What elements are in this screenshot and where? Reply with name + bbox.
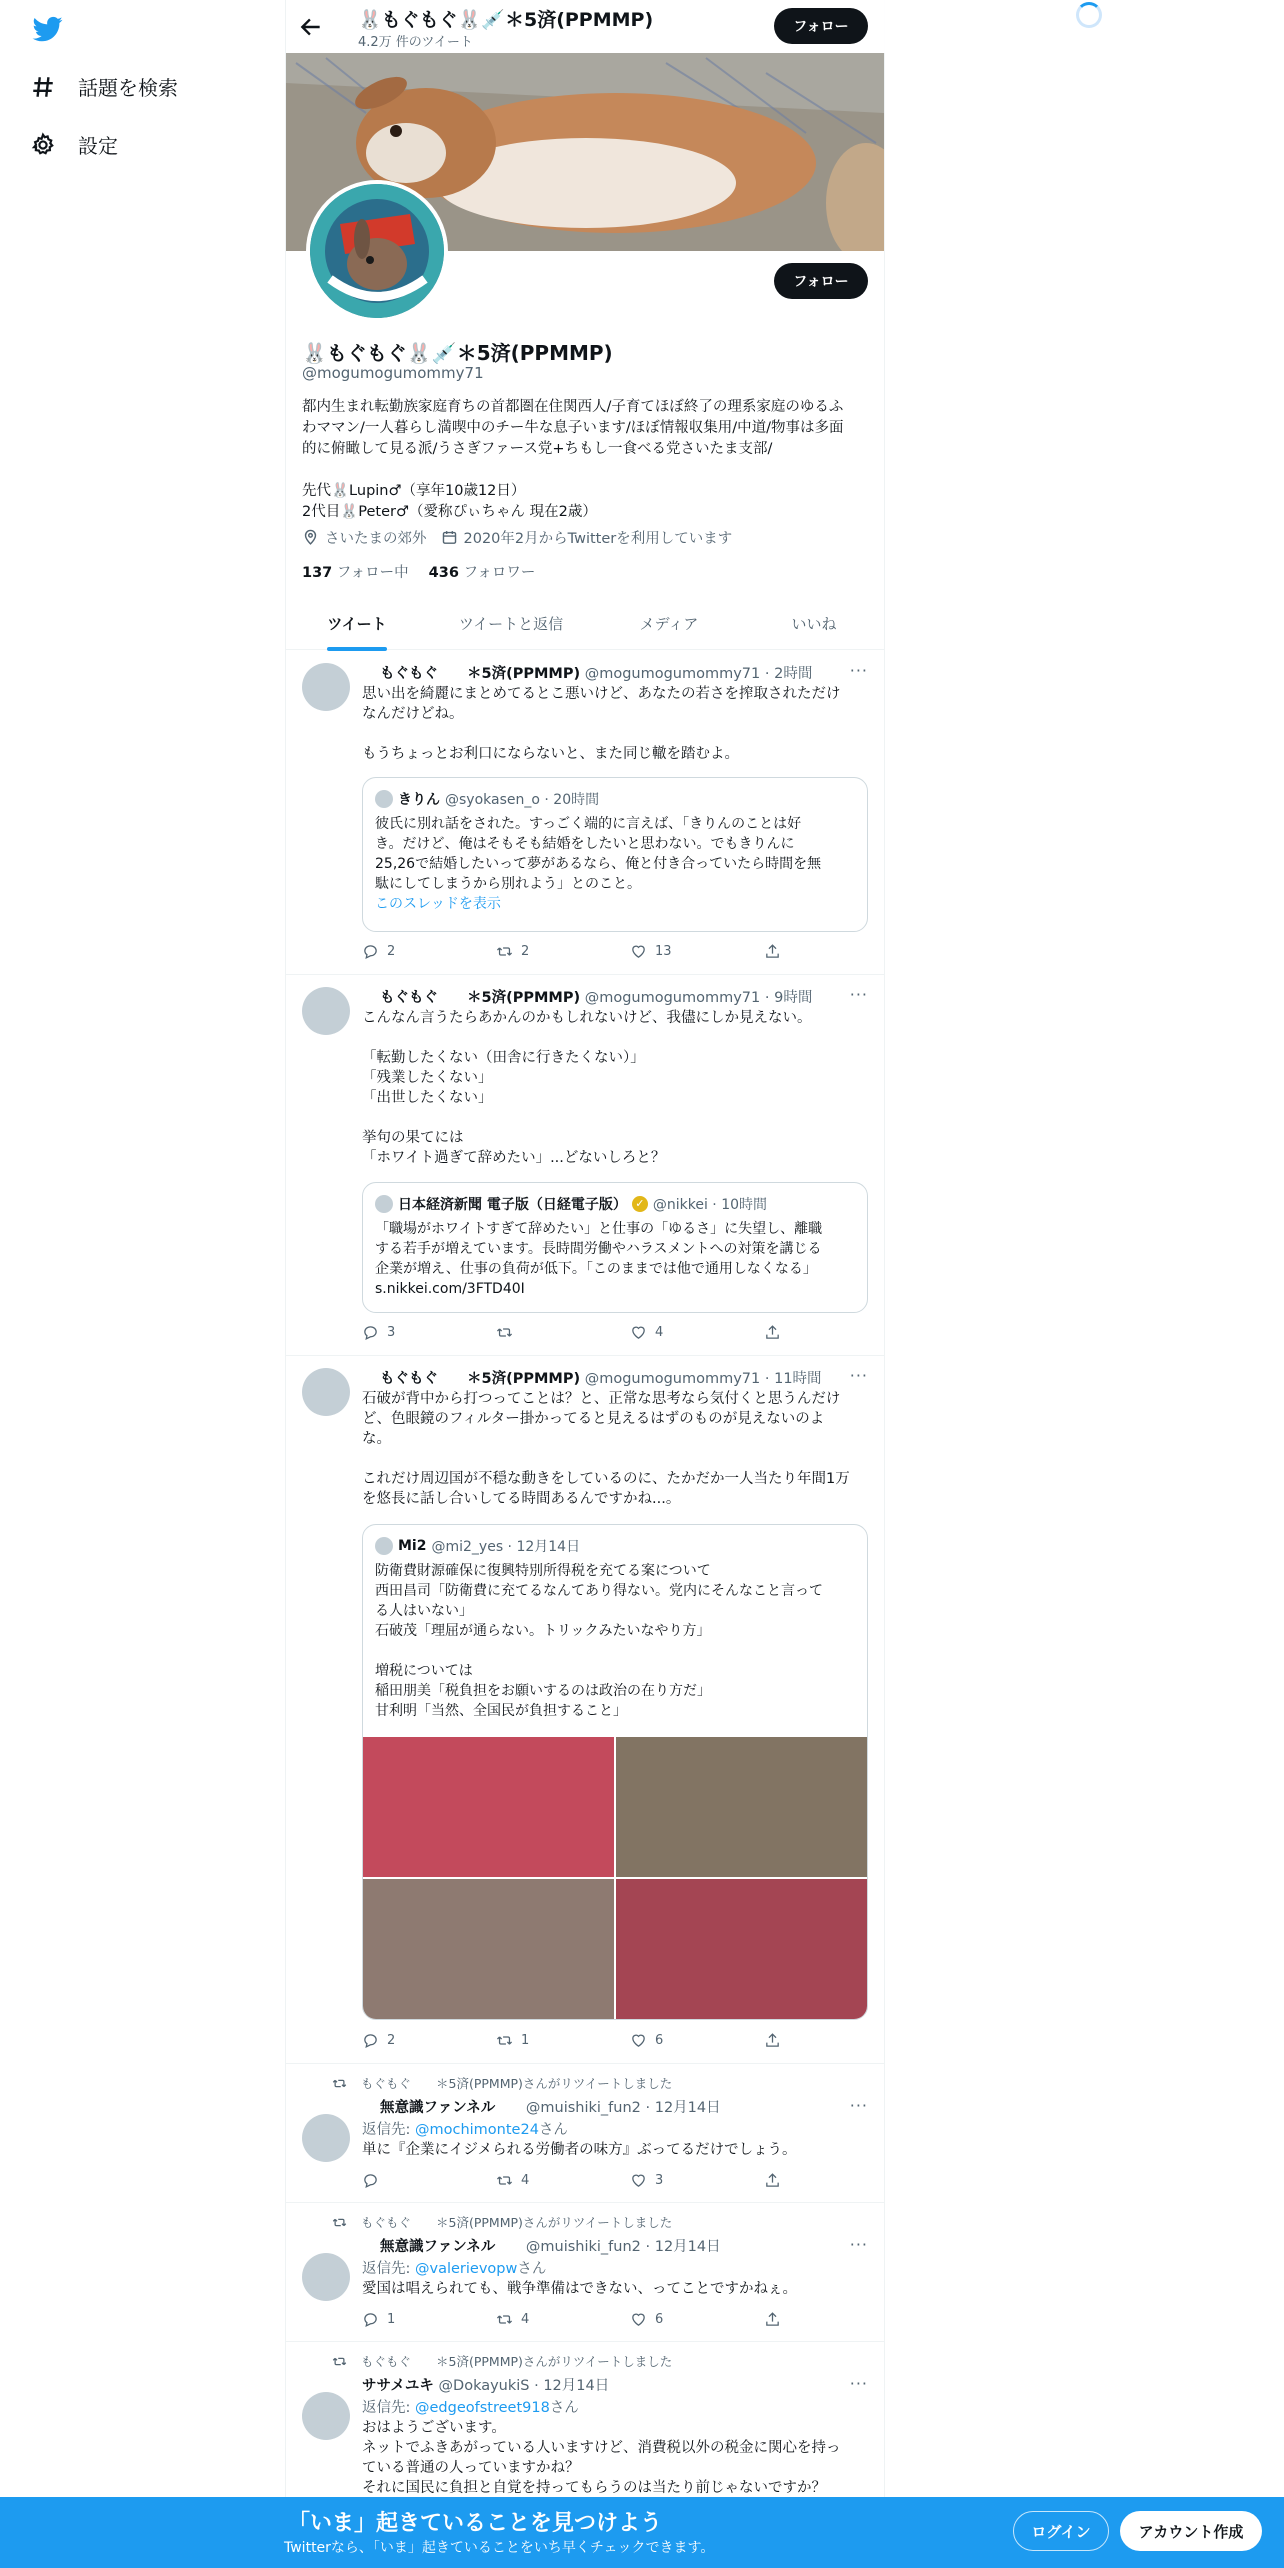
quote-line: 稲田朋美「税負担をお願いするのは政治の在り方だ」: [375, 1683, 711, 1699]
reply-count: 3: [387, 1325, 396, 1340]
retweet-count: 1: [521, 2033, 530, 2048]
signup-banner-title: 「いま」起きていることを見つけよう: [288, 2511, 663, 2536]
tweet-line: 「残業したくない」: [362, 1070, 493, 1086]
share-button[interactable]: [764, 2172, 781, 2189]
tweet-handle-time[interactable]: @DokayukiS · 12月14日: [438, 2378, 610, 2394]
reply-to-handle[interactable]: @edgeofstreet918: [415, 2400, 550, 2416]
media-image[interactable]: [616, 1879, 867, 2020]
tweet-author-name[interactable]: もぐもぐ ＊5済(PPMMP): [380, 990, 581, 1006]
retweeted-by-text[interactable]: もぐもぐ ＊5済(PPMMP)さんがリツイートしました: [361, 2354, 673, 2369]
share-button[interactable]: [764, 2311, 781, 2328]
header-follow-button[interactable]: フォロー: [774, 8, 868, 44]
tweet[interactable]: [286, 2203, 884, 2342]
tweet-line: ネットでふきあがっている人いますけど、消費税以外の税金に関心を持っ: [362, 2440, 841, 2456]
like-button[interactable]: [630, 1324, 764, 1341]
profile-avatar[interactable]: [306, 180, 448, 322]
quote-avatar: [375, 790, 393, 808]
reply-to-handle[interactable]: @valerievopw: [415, 2261, 518, 2277]
tweet-actions: [362, 1324, 802, 1341]
tweet-text: [362, 2140, 868, 2160]
login-button[interactable]: ログイン: [1013, 2511, 1109, 2551]
tweet-line: おはようございます。: [362, 2420, 506, 2436]
retweet-count: 2: [521, 944, 530, 959]
calendar-icon: [441, 529, 458, 546]
heart-icon: [630, 2172, 647, 2189]
quoted-tweet[interactable]: [362, 1182, 868, 1313]
more-options-icon[interactable]: ···: [849, 1366, 868, 1385]
quote-line: 西田昌司「防衛費に充てるなんてあり得ない。党内にそんなこと言って: [375, 1583, 823, 1599]
quote-text: [375, 1219, 855, 1299]
bio-line: わママン/一人暮らし満喫中のチー牛な息子います/ほぼ情報収集用/中道/物事は多面: [302, 420, 844, 436]
header-tweet-count: 4.2万 件のツイート: [358, 35, 473, 50]
quote-handle-time: @nikkei · 10時間: [652, 1197, 768, 1213]
tweet-line: 思い出を綺麗にまとめてるとこ悪いけど、あなたの若さを搾取されただけ: [362, 686, 841, 702]
retweet-button[interactable]: [496, 2172, 630, 2189]
location: [302, 527, 427, 548]
loading-spinner-icon: [1076, 2, 1102, 28]
tweet-line: 「ホワイト過ぎて辞めたい」...どないしろと？: [362, 1150, 666, 1166]
profile-handle: @mogumogumommy71: [302, 364, 484, 382]
reply-button[interactable]: [362, 2311, 496, 2328]
tweet-header: [362, 2374, 609, 2395]
retweeted-by: [332, 2074, 672, 2092]
reply-to-suffix: さん: [517, 2261, 547, 2277]
tweet-handle-time[interactable]: @mogumogumommy71 · 2時間: [584, 666, 813, 682]
retweeted-by-text[interactable]: もぐもぐ ＊5済(PPMMP)さんがリツイートしました: [361, 2215, 673, 2230]
reply-button[interactable]: [362, 2032, 496, 2049]
tweet-text: [362, 1389, 868, 1509]
tweet[interactable]: [286, 1356, 884, 2064]
quote-line: 駄にしてしまうから別れよう」とのこと。: [375, 876, 641, 892]
tweet-line: [362, 1108, 868, 1128]
bio-line: 先代🐰Lupin♂（享年10歳12日）: [302, 483, 526, 499]
tweet-line: 石破が背中から打つってことは？と、正常な思考なら気付くと思うんだけ: [362, 1391, 841, 1407]
share-icon: [764, 2172, 781, 2189]
retweet-icon: [496, 2311, 513, 2328]
share-button[interactable]: [764, 2032, 781, 2049]
avatar-image: [310, 184, 444, 318]
tweet-line: これだけ周辺国が不穏な動きをしているのに、たかだか一人当たり年間1万: [362, 1471, 850, 1487]
retweet-icon: [496, 943, 513, 960]
share-icon: [764, 2311, 781, 2328]
tweet[interactable]: [286, 975, 884, 1356]
hashtag-icon: [30, 74, 56, 100]
profile-tabs: [286, 597, 884, 650]
reply-count: 2: [387, 944, 396, 959]
tweet-avatar[interactable]: [302, 1368, 350, 1416]
quoted-tweet[interactable]: [362, 777, 868, 932]
tweet-line: もうちょっとお利口にならないと、また同じ轍を踏むよ。: [362, 746, 739, 762]
nav-explore[interactable]: [30, 72, 178, 101]
reply-to-suffix: さん: [549, 2400, 579, 2416]
profile-meta: [302, 527, 732, 548]
nav-settings[interactable]: [30, 130, 118, 159]
retweet-icon: [332, 2076, 347, 2091]
quote-line: 「職場がホワイトすぎて辞めたい」と仕事の「ゆるさ」に失望し、離職: [375, 1221, 823, 1237]
like-count: 3: [655, 2173, 664, 2188]
tweet-author-name[interactable]: 無意識ファンネル: [380, 2239, 496, 2255]
tweet-actions: [362, 2311, 802, 2328]
like-count: 6: [655, 2033, 664, 2048]
retweet-icon: [332, 2215, 347, 2230]
reply-icon: [362, 943, 379, 960]
reply-to-prefix: 返信先:: [362, 2122, 415, 2138]
quote-header: [375, 789, 599, 809]
quote-line: する若手が増えています。長時間労働やハラスメントへの対策を講じる: [375, 1241, 822, 1257]
profile-bio: [302, 397, 870, 523]
tweet-author-name[interactable]: 無意識ファンネル: [380, 2100, 496, 2116]
tweet-actions: [362, 2032, 802, 2049]
quote-handle-time: @syokasen_o · 20時間: [445, 792, 600, 808]
follow-stats: [302, 561, 535, 582]
tweet-author-name[interactable]: もぐもぐ ＊5済(PPMMP): [380, 1371, 581, 1387]
quote-line: [375, 1641, 855, 1661]
quote-line: 25,26で結婚したいって夢があるなら、俺と付き合っていたら時間を無: [375, 856, 822, 872]
tweet-header: [362, 1367, 822, 1388]
more-options-icon[interactable]: ···: [849, 985, 868, 1004]
tweet-line: 挙句の果てには: [362, 1130, 464, 1146]
quote-line: 甘利明「当然、全国民が負担すること」: [375, 1703, 627, 1719]
more-options-icon[interactable]: ···: [849, 2374, 868, 2393]
tweet-line: ど、色眼鏡のフィルター掛かってると見えるはずのものが見えないのよ: [362, 1411, 825, 1427]
join-date: [441, 527, 733, 548]
profile-header-bar: [286, 0, 886, 53]
like-button[interactable]: [630, 2172, 764, 2189]
heart-icon: [630, 1324, 647, 1341]
reply-icon: [362, 2172, 379, 2189]
tweet-handle-time[interactable]: @muishiki_fun2 · 12月14日: [525, 2239, 721, 2255]
heart-icon: [630, 943, 647, 960]
reply-to-handle[interactable]: @mochimonte24: [415, 2122, 539, 2138]
quote-line: 防衛費財源確保に復興特別所得税を充てる案について: [375, 1563, 711, 1579]
reply-icon: [362, 2032, 379, 2049]
reply-count: 2: [387, 2033, 396, 2048]
share-icon: [764, 1324, 781, 1341]
bio-line: 都内生まれ転勤族家庭育ちの首都圏在住関西人/子育てほぼ終了の理系家庭のゆるふ: [302, 399, 844, 415]
tweet-text: [362, 2279, 868, 2299]
tweet-handle-time[interactable]: @mogumogumommy71 · 9時間: [584, 990, 813, 1006]
join-date-text: 2020年2月からTwitterを利用しています: [463, 531, 733, 547]
bio-line: 2代目🐰Peter♂（愛称ぴぃちゃん 現在2歳）: [302, 504, 597, 520]
media-image[interactable]: [616, 1737, 867, 1877]
following-label: フォロー中: [336, 565, 409, 581]
tweet-line: を悠長に話し合いしてる時間あるんですかね...。: [362, 1491, 681, 1507]
tweet-author-name[interactable]: ササメユキ: [362, 2378, 434, 2394]
quote-avatar: [375, 1195, 393, 1213]
like-count: 4: [655, 1325, 664, 1340]
tweet-avatar[interactable]: [302, 2114, 350, 2162]
signup-banner: [0, 2497, 1284, 2568]
tweet-text: [362, 1008, 868, 1168]
gear-icon: [30, 132, 56, 158]
like-button[interactable]: [630, 2311, 764, 2328]
tab-likes[interactable]: いいね: [791, 615, 837, 633]
tweet-avatar[interactable]: [302, 2253, 350, 2301]
quote-text: [375, 1561, 855, 1721]
followers-label: フォロワー: [463, 565, 536, 581]
share-button[interactable]: [764, 943, 781, 960]
nav-settings-label: 設定: [78, 134, 118, 158]
verified-badge-icon: ✓: [632, 1196, 648, 1212]
tab-media[interactable]: メディア: [639, 615, 699, 633]
reply-button[interactable]: [362, 943, 496, 960]
quote-header: [375, 1194, 767, 1214]
tweet-header: [362, 2096, 721, 2117]
quote-author-name: きりん: [398, 792, 440, 808]
reply-icon: [362, 2311, 379, 2328]
header-profile-name: 🐰もぐもぐ🐰💉＊5済(PPMMP): [358, 9, 654, 31]
reply-icon: [362, 1324, 379, 1341]
heart-icon: [630, 2311, 647, 2328]
tweet-text: [362, 2418, 868, 2498]
tweet-line: こんなん言うたらあかんのかもしれないけど、我儘にしか見えない。: [362, 1010, 812, 1026]
share-icon: [764, 943, 781, 960]
tweet-line: なんだけどね。: [362, 706, 464, 722]
tweet-avatar[interactable]: [302, 987, 350, 1035]
like-count: 13: [655, 944, 672, 959]
quote-author-name: 日本経済新聞 電子版（日経電子版）: [398, 1197, 627, 1213]
retweet-button[interactable]: [496, 943, 630, 960]
more-options-icon[interactable]: ···: [849, 2235, 868, 2254]
quote-line: 石破茂「理屈が通らない。トリックみたいなやり方」: [375, 1623, 711, 1639]
tweet-header: [362, 2235, 721, 2256]
like-count: 6: [655, 2312, 664, 2327]
quote-header: [375, 1536, 580, 1556]
reply-to: [362, 2396, 579, 2417]
tweet-handle-time[interactable]: @muishiki_fun2 · 12月14日: [525, 2100, 721, 2116]
tweet-header: [362, 662, 812, 683]
following-link[interactable]: [302, 561, 409, 582]
reply-to: [362, 2257, 546, 2278]
profile-follow-button[interactable]: フォロー: [774, 263, 868, 299]
back-arrow-icon[interactable]: [298, 14, 324, 40]
location-text: さいたまの郊外: [325, 531, 427, 547]
retweet-icon: [332, 2354, 347, 2369]
following-count: 137: [302, 565, 333, 581]
share-button[interactable]: [764, 1324, 781, 1341]
signup-button[interactable]: アカウント作成: [1120, 2511, 1262, 2551]
quote-line: 彼氏に別れ話をされた。すっごく端的に言えば、「きりんのことは好: [375, 816, 802, 832]
tweet-text: [362, 684, 868, 764]
quote-author-name: Mi2: [398, 1538, 427, 1554]
tweet-handle-time[interactable]: @mogumogumommy71 · 11時間: [584, 1371, 822, 1387]
tab-tweets-and-replies[interactable]: ツイートと返信: [458, 615, 564, 633]
tweet-author-name[interactable]: もぐもぐ ＊5済(PPMMP): [380, 666, 581, 682]
nav-explore-label: 話題を検索: [78, 76, 178, 100]
profile-name: 🐰もぐもぐ🐰💉＊5済(PPMMP): [302, 341, 613, 365]
retweeted-by-text[interactable]: もぐもぐ ＊5済(PPMMP)さんがリツイートしました: [361, 2076, 673, 2091]
retweeted-by: [332, 2352, 672, 2370]
more-options-icon[interactable]: ···: [849, 661, 868, 680]
tweet[interactable]: [286, 2064, 884, 2203]
media-image[interactable]: [363, 1737, 614, 1877]
quote-line: 企業が増え、仕事の負荷が低下。「このままでは他で通用しなくなる」: [375, 1261, 817, 1277]
retweet-count: 4: [521, 2173, 530, 2188]
quote-handle-time: @mi2_yes · 12月14日: [431, 1539, 581, 1555]
retweet-button[interactable]: [496, 2032, 630, 2049]
more-options-icon[interactable]: ···: [849, 2096, 868, 2115]
tweet-line: 「転勤したくない（田舎に行きたくない）」: [362, 1050, 645, 1066]
retweet-count: 4: [521, 2312, 530, 2327]
retweeted-by: [332, 2213, 672, 2231]
heart-icon: [630, 2032, 647, 2049]
quoted-tweet[interactable]: [362, 1524, 868, 2020]
signup-banner-subtitle: Twitterなら、「いま」起きていることをいち早くチェックできます。: [284, 2540, 715, 2556]
location-pin-icon: [302, 529, 319, 546]
reply-button[interactable]: [362, 1324, 496, 1341]
tweet-line: 「出世したくない」: [362, 1090, 493, 1106]
followers-link[interactable]: [429, 561, 536, 582]
bio-line: [302, 460, 870, 481]
reply-to-prefix: 返信先:: [362, 2261, 415, 2277]
main-column: [285, 0, 885, 2568]
quote-line: る人はいない」: [375, 1603, 473, 1619]
tweet-line: 単に『企業にイジメられる労働者の味方』ぶってるだけでしょう。: [362, 2142, 797, 2158]
tweet-line: な。: [362, 1431, 391, 1447]
retweet-icon: [496, 2172, 513, 2189]
tweet-actions: [362, 943, 802, 960]
retweet-button[interactable]: [496, 1324, 630, 1341]
followers-count: 436: [428, 565, 459, 581]
tweet-avatar[interactable]: [302, 2392, 350, 2440]
reply-to-prefix: 返信先:: [362, 2400, 415, 2416]
tweet-line: 愛国は唱えられても、戦争準備はできない、ってことですかねぇ。: [362, 2281, 797, 2297]
like-button[interactable]: [630, 2032, 764, 2049]
reply-to: [362, 2118, 568, 2139]
quote-media-grid: [363, 1737, 867, 2020]
quote-avatar: [375, 1537, 393, 1555]
retweet-icon: [496, 2032, 513, 2049]
tweet-line: [362, 724, 868, 744]
show-thread-link[interactable]: このスレッドを表示: [375, 896, 501, 912]
retweet-button[interactable]: [496, 2311, 630, 2328]
quote-line: 増税については: [375, 1663, 473, 1679]
retweet-icon: [496, 1324, 513, 1341]
tweet-line: ている普通の人っていますかね？: [362, 2460, 580, 2476]
tab-tweets[interactable]: ツイート: [327, 615, 387, 633]
tweet-header: [362, 986, 812, 1007]
bio-line: 的に俯瞰して見る派/うさぎファース党+ちもし一食べる党さいたま支部/: [302, 441, 773, 457]
tweet-line: [362, 1449, 868, 1469]
tweet-actions: [362, 2172, 802, 2189]
tweet-line: それに国民に負担と自覚を持ってもらうのは当たり前じゃないですか？: [362, 2480, 826, 2496]
quote-line: き。だけど、俺はそもそも結婚をしたいと思わない。でもきりんに: [375, 836, 795, 852]
share-icon: [764, 2032, 781, 2049]
quote-line: s.nikkei.com/3FTD40I: [375, 1281, 525, 1297]
like-button[interactable]: [630, 943, 764, 960]
reply-to-suffix: さん: [538, 2122, 568, 2138]
tweet-avatar[interactable]: [302, 663, 350, 711]
twitter-logo-icon[interactable]: [30, 14, 66, 44]
reply-count: 1: [387, 2312, 396, 2327]
reply-button[interactable]: [362, 2172, 496, 2189]
media-image[interactable]: [363, 1879, 614, 2020]
tweet-line: [362, 1028, 868, 1048]
tweet[interactable]: [286, 651, 884, 975]
quote-text: [375, 814, 855, 914]
